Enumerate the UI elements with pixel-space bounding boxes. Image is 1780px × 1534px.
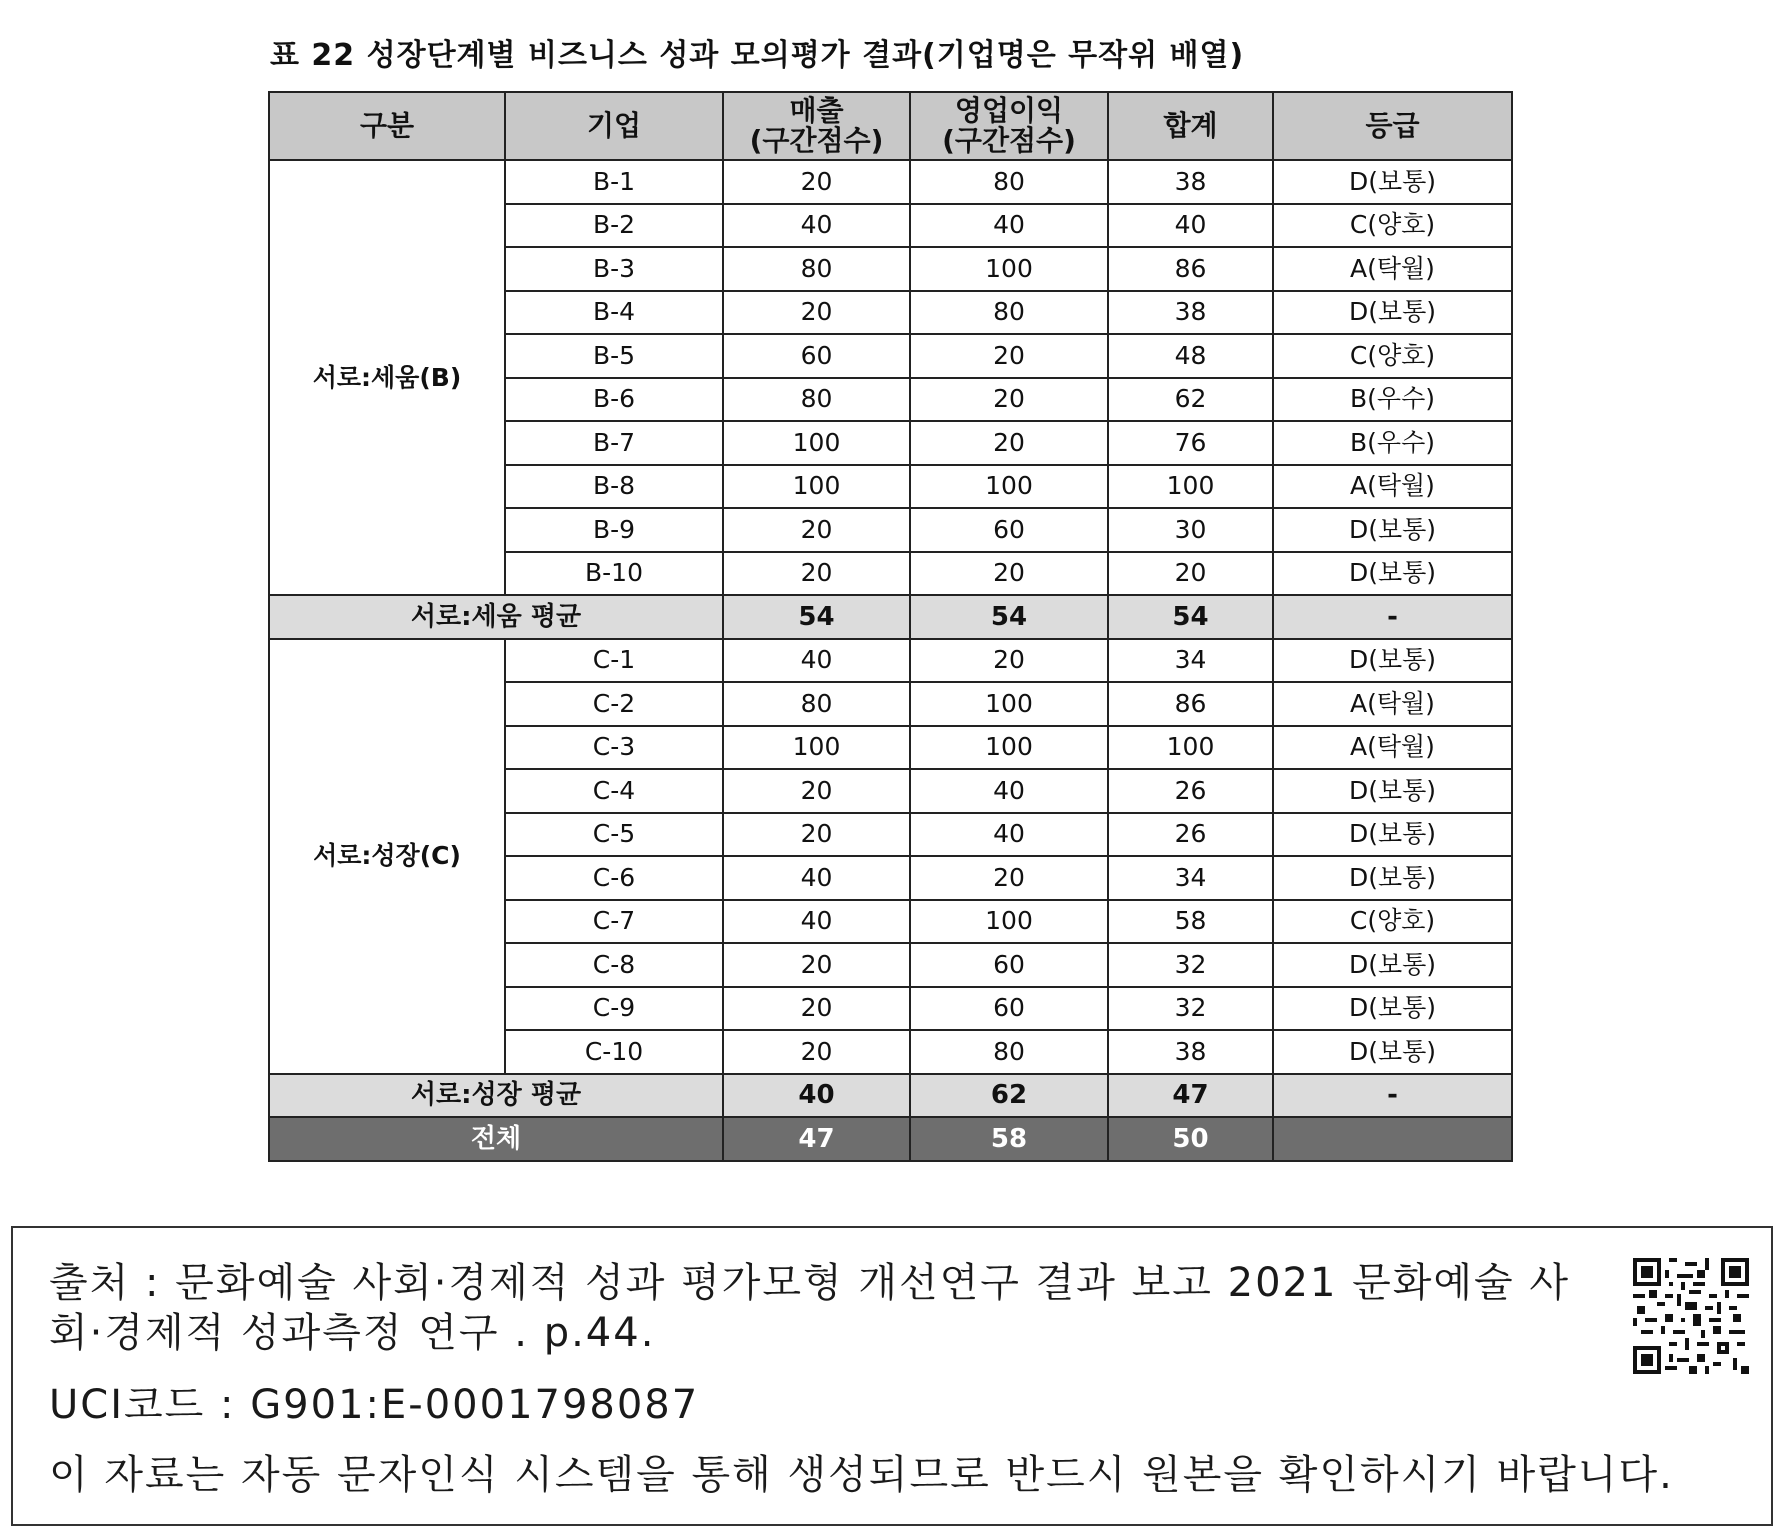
total-cell: 76 (1108, 421, 1273, 465)
sales-cell: 40 (723, 639, 910, 683)
total-cell: 30 (1108, 508, 1273, 552)
profit-cell: 60 (910, 508, 1108, 552)
grade-cell: C(양호) (1273, 204, 1512, 248)
grade-cell: B(우수) (1273, 421, 1512, 465)
company-cell: C-6 (505, 856, 723, 900)
profit-cell: 80 (910, 291, 1108, 335)
total-cell: 86 (1108, 247, 1273, 291)
total-cell: 26 (1108, 813, 1273, 857)
qr-code-icon (1633, 1258, 1749, 1374)
company-cell: C-2 (505, 682, 723, 726)
profit-cell: 100 (910, 900, 1108, 944)
average-sales: 40 (723, 1074, 910, 1118)
profit-cell: 40 (910, 769, 1108, 813)
grade-cell: A(탁월) (1273, 726, 1512, 770)
profit-cell: 100 (910, 682, 1108, 726)
header-sales (723, 92, 910, 160)
company-cell: B-5 (505, 334, 723, 378)
profit-cell: 60 (910, 987, 1108, 1031)
average-label: 서로:세움 평균 (269, 595, 723, 639)
average-total: 54 (1108, 595, 1273, 639)
overall-profit: 58 (910, 1117, 1108, 1161)
company-cell: C-9 (505, 987, 723, 1031)
total-cell: 100 (1108, 726, 1273, 770)
profit-cell: 20 (910, 552, 1108, 596)
grade-cell: D(보통) (1273, 552, 1512, 596)
company-cell: B-7 (505, 421, 723, 465)
sales-cell: 40 (723, 204, 910, 248)
total-cell: 32 (1108, 987, 1273, 1031)
profit-cell: 40 (910, 204, 1108, 248)
company-cell: B-8 (505, 465, 723, 509)
grade-cell: C(양호) (1273, 334, 1512, 378)
total-cell: 38 (1108, 160, 1273, 204)
header-company: 기업 (505, 92, 723, 160)
table-row (269, 639, 1512, 683)
company-cell: B-9 (505, 508, 723, 552)
group-label: 서로:세움(B) (269, 160, 505, 595)
source-citation-line2: 회·경제적 성과측정 연구 . p.44. (49, 1310, 656, 1356)
profit-cell: 20 (910, 378, 1108, 422)
profit-cell: 100 (910, 247, 1108, 291)
header-row (269, 92, 1512, 160)
average-sales: 54 (723, 595, 910, 639)
overall-label: 전체 (269, 1117, 723, 1161)
sales-cell: 20 (723, 987, 910, 1031)
average-grade: - (1273, 1074, 1512, 1118)
total-cell: 34 (1108, 639, 1273, 683)
total-cell: 62 (1108, 378, 1273, 422)
profit-cell: 40 (910, 813, 1108, 857)
sales-cell: 40 (723, 900, 910, 944)
sales-cell: 20 (723, 508, 910, 552)
company-cell: B-3 (505, 247, 723, 291)
company-cell: B-1 (505, 160, 723, 204)
total-cell: 100 (1108, 465, 1273, 509)
profit-cell: 100 (910, 465, 1108, 509)
sales-cell: 80 (723, 247, 910, 291)
total-cell: 86 (1108, 682, 1273, 726)
profit-cell: 20 (910, 334, 1108, 378)
header-profit-unit: (구간점수) (942, 124, 1076, 157)
average-label: 서로:성장 평균 (269, 1074, 723, 1118)
overall-grade (1273, 1117, 1512, 1161)
grade-cell: D(보통) (1273, 813, 1512, 857)
overall-sales: 47 (723, 1117, 910, 1161)
profit-cell: 20 (910, 421, 1108, 465)
grade-cell: D(보통) (1273, 508, 1512, 552)
company-cell: C-5 (505, 813, 723, 857)
profit-cell: 20 (910, 639, 1108, 683)
sales-cell: 20 (723, 291, 910, 335)
grade-cell: D(보통) (1273, 291, 1512, 335)
company-cell: C-10 (505, 1030, 723, 1074)
table-row (269, 160, 1512, 204)
profit-cell: 80 (910, 1030, 1108, 1074)
group-label: 서로:성장(C) (269, 639, 505, 1074)
company-cell: C-3 (505, 726, 723, 770)
grade-cell: A(탁월) (1273, 682, 1512, 726)
header-sales-unit: (구간점수) (749, 124, 884, 157)
total-cell: 20 (1108, 552, 1273, 596)
average-profit: 54 (910, 595, 1108, 639)
company-cell: C-7 (505, 900, 723, 944)
grade-cell: D(보통) (1273, 1030, 1512, 1074)
grade-cell: D(보통) (1273, 160, 1512, 204)
uci-code: UCI코드 : G901:E-0001798087 (49, 1382, 700, 1428)
total-cell: 32 (1108, 943, 1273, 987)
header-sales-title: 매출 (789, 94, 844, 127)
overall-total: 50 (1108, 1117, 1273, 1161)
average-grade: - (1273, 595, 1512, 639)
table-body (269, 160, 1512, 1161)
total-cell: 40 (1108, 204, 1273, 248)
sales-cell: 80 (723, 378, 910, 422)
source-box (11, 1226, 1773, 1526)
sales-cell: 100 (723, 465, 910, 509)
sales-cell: 100 (723, 421, 910, 465)
company-cell: B-6 (505, 378, 723, 422)
header-category: 구분 (269, 92, 505, 160)
header-profit-title: 영업이익 (954, 94, 1064, 127)
total-cell: 38 (1108, 291, 1273, 335)
header-total: 합계 (1108, 92, 1273, 160)
grade-cell: A(탁월) (1273, 465, 1512, 509)
header-grade: 등급 (1273, 92, 1512, 160)
average-total: 47 (1108, 1074, 1273, 1118)
company-cell: C-8 (505, 943, 723, 987)
total-cell: 34 (1108, 856, 1273, 900)
profit-cell: 100 (910, 726, 1108, 770)
evaluation-table (268, 91, 1513, 1162)
company-cell: B-2 (505, 204, 723, 248)
table-caption: 표 22 성장단계별 비즈니스 성과 모의평가 결과(기업명은 무작위 배열) (270, 38, 1245, 73)
overall-row (269, 1117, 1512, 1161)
profit-cell: 20 (910, 856, 1108, 900)
average-profit: 62 (910, 1074, 1108, 1118)
grade-cell: C(양호) (1273, 900, 1512, 944)
sales-cell: 20 (723, 1030, 910, 1074)
sales-cell: 60 (723, 334, 910, 378)
sales-cell: 20 (723, 813, 910, 857)
grade-cell: D(보통) (1273, 943, 1512, 987)
grade-cell: D(보통) (1273, 769, 1512, 813)
total-cell: 58 (1108, 900, 1273, 944)
company-cell: B-4 (505, 291, 723, 335)
header-profit (910, 92, 1108, 160)
company-cell: C-4 (505, 769, 723, 813)
total-cell: 48 (1108, 334, 1273, 378)
sales-cell: 20 (723, 943, 910, 987)
grade-cell: D(보통) (1273, 856, 1512, 900)
profit-cell: 60 (910, 943, 1108, 987)
group-average-row (269, 1074, 1512, 1118)
grade-cell: D(보통) (1273, 987, 1512, 1031)
sales-cell: 20 (723, 552, 910, 596)
grade-cell: B(우수) (1273, 378, 1512, 422)
sales-cell: 40 (723, 856, 910, 900)
sales-cell: 80 (723, 682, 910, 726)
sales-cell: 100 (723, 726, 910, 770)
grade-cell: D(보통) (1273, 639, 1512, 683)
total-cell: 38 (1108, 1030, 1273, 1074)
total-cell: 26 (1108, 769, 1273, 813)
company-cell: C-1 (505, 639, 723, 683)
source-citation-line1: 출처 : 문화예술 사회·경제적 성과 평가모형 개선연구 결과 보고 2021 문화예술 사 (49, 1260, 1571, 1306)
sales-cell: 20 (723, 769, 910, 813)
sales-cell: 20 (723, 160, 910, 204)
ocr-notice: 이 자료는 자동 문자인식 시스템을 통해 생성되므로 반드시 원본을 확인하시기 바랍니다. (49, 1452, 1674, 1498)
group-average-row (269, 595, 1512, 639)
company-cell: B-10 (505, 552, 723, 596)
profit-cell: 80 (910, 160, 1108, 204)
grade-cell: A(탁월) (1273, 247, 1512, 291)
